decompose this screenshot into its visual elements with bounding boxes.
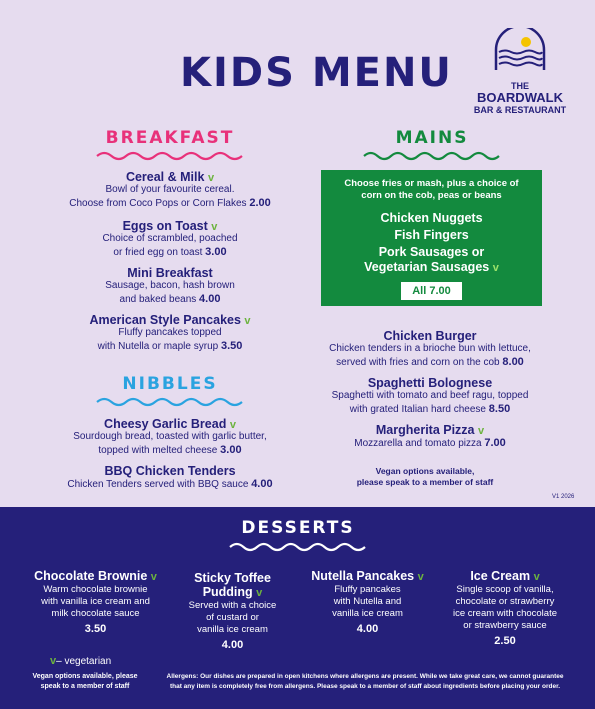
item-price: 3.50 [220,339,243,352]
menu-item-spaghetti-bolognese [300,376,560,416]
item-name: Margherita Pizza v [375,423,485,437]
vegetarian-icon: v [244,315,251,327]
item-desc: Choice of scrambled, poached [102,233,238,244]
nibbles-heading: NIBBLES [122,374,218,394]
item-price: 7.00 [484,437,506,449]
logo-the: THE [511,81,529,91]
vegetarian-legend: v– vegetarian [50,655,112,667]
vegetarian-icon: v [533,571,540,583]
vegetarian-icon: v [229,419,236,431]
page-title: KIDS MENU [180,50,453,96]
item-desc: with grated Italian hard cheese 8.50 [349,402,511,415]
item-desc: Choose from Coco Pops or Corn Flakes 2.00 [69,196,271,209]
item-name: Eggs on Toast v [122,219,218,233]
item-name: Mini Breakfast [127,266,213,280]
dessert-item-chocolate-brownie [28,569,163,635]
item-price: 8.00 [502,355,524,368]
item-desc: with vanilla ice cream and [41,596,150,607]
mains-box-item: Vegetarian Sausages v [364,260,499,274]
menu-item-mini-breakfast [40,266,300,306]
menu-item-chicken-burger [300,329,560,369]
logo-name: BOARDWALK [477,90,563,105]
item-name: Pudding v [202,585,263,599]
item-desc: or fried egg on toast 3.00 [113,245,227,258]
item-desc: Warm chocolate brownie [43,584,148,595]
item-desc: Chicken tenders in a brioche bun with lettuce, [329,343,531,354]
item-name: American Style Pancakes v [89,313,251,327]
item-desc: vanilla ice cream [332,608,403,619]
item-desc: Chicken Tenders served with BBQ sauce 4.00 [67,478,273,490]
breakfast-wave-divider [95,150,245,162]
menu-item-cheesy-garlic-bread [30,417,310,457]
nibbles-wave-divider [95,396,245,408]
item-desc: with Nutella or maple syrup 3.50 [97,339,243,352]
item-desc: or strawberry sauce [463,620,547,631]
vegetarian-icon: v [417,571,424,583]
version-label: V1 2026 [552,494,575,500]
item-price: 2.50 [494,635,516,647]
boardwalk-logo-icon [490,28,550,72]
vegetarian-icon: v [50,655,57,667]
breakfast-heading: BREAKFAST [105,128,235,148]
mains-box-item: Pork Sausages or [378,245,485,259]
desserts-wave-divider [228,541,368,553]
item-name: Chocolate Brownie v [34,569,157,583]
item-price: 3.00 [205,245,227,258]
desserts-panel [0,507,595,709]
mains-wave-divider [362,150,502,162]
logo-subtitle: BAR & RESTAURANT [473,105,567,115]
item-desc: Sausage, bacon, hash brown [105,280,235,291]
item-desc: milk chocolate sauce [51,608,140,619]
item-desc: Single scoop of vanilla, [456,584,554,595]
item-name: Cereal & Milk v [125,170,215,184]
item-name: Cheesy Garlic Bread v [104,417,236,431]
item-desc: served with fries and corn on the cob 8.00 [336,355,524,368]
item-price: 4.00 [221,639,244,651]
vegetarian-icon: v [207,172,215,184]
item-desc: of custard or [206,612,259,623]
dessert-item-sticky-toffee-pudding [170,571,295,651]
mains-price-badge: All 7.00 [401,282,462,300]
item-name: BBQ Chicken Tenders [104,464,236,478]
item-price: 3.50 [84,623,107,635]
item-desc: Bowl of your favourite cereal. [105,184,235,195]
dessert-item-nutella-pancakes [300,569,435,635]
vegetarian-icon: v [478,425,485,437]
dessert-item-ice-cream [440,569,570,647]
item-name: Nutella Pancakes v [311,569,424,583]
item-desc: Spaghetti with tomato and beef ragu, topped [331,390,529,401]
item-desc: and baked beans 4.00 [119,292,221,305]
mains-intro: Choose fries or mash, plus a choice of corn on the cob, peas or beans [344,178,519,201]
vegetarian-icon: v [150,571,157,583]
mains-box-item: Chicken Nuggets [380,211,483,225]
item-desc: Sourdough bread, toasted with garlic butter, [73,431,267,442]
logo [465,28,575,115]
vegetarian-icon: v [211,221,218,233]
mains-heading: MAINS [395,128,469,148]
item-desc: Fluffy pancakes topped [118,327,222,338]
desserts-vegan-note: Vegan options available, please speak to a member of staff [32,673,138,690]
item-desc: with Nutella and [333,596,402,607]
item-desc: Mozzarella and tomato pizza 7.00 [354,437,506,449]
item-name: Chicken Burger [383,329,477,343]
item-desc: ice cream with chocolate [452,608,558,619]
item-desc: topped with melted cheese 3.00 [98,443,242,456]
item-desc: vanilla ice cream [197,624,268,635]
item-price: 4.00 [356,623,379,635]
menu-item-cereal [40,170,300,210]
item-name: Ice Cream v [470,569,540,583]
mains-box [321,170,542,306]
vegetarian-icon: v [492,262,499,274]
item-price: 4.00 [251,478,273,490]
menu-item-eggs-on-toast [40,219,300,259]
allergens-note: Allergens: Our dishes are prepared in open kitchens where allergens are present. While we take great care, we cannot guarantee that any item is completely free from allergens. Please speak to a member of staff about ingredients before placing your order. [166,673,564,690]
menu-item-bbq-chicken-tenders [30,464,310,492]
desserts-heading: DESSERTS [241,518,355,538]
item-name: Sticky Toffee [194,571,271,585]
item-desc: Fluffy pancakes [334,584,401,595]
item-price: 8.50 [488,402,511,415]
menu-item-american-pancakes [40,313,300,353]
mains-box-item: Fish Fingers [394,228,469,242]
item-name: Spaghetti Bolognese [367,376,493,390]
item-desc: chocolate or strawberry [455,596,555,607]
vegetarian-icon: v [256,587,263,599]
item-price: 2.00 [249,196,271,209]
mains-vegan-note: Vegan options available, please speak to a member of staff [356,466,494,487]
item-desc: Served with a choice [188,600,277,611]
item-price: 4.00 [199,292,221,305]
menu-item-margherita-pizza [300,423,560,451]
item-price: 3.00 [220,443,242,456]
